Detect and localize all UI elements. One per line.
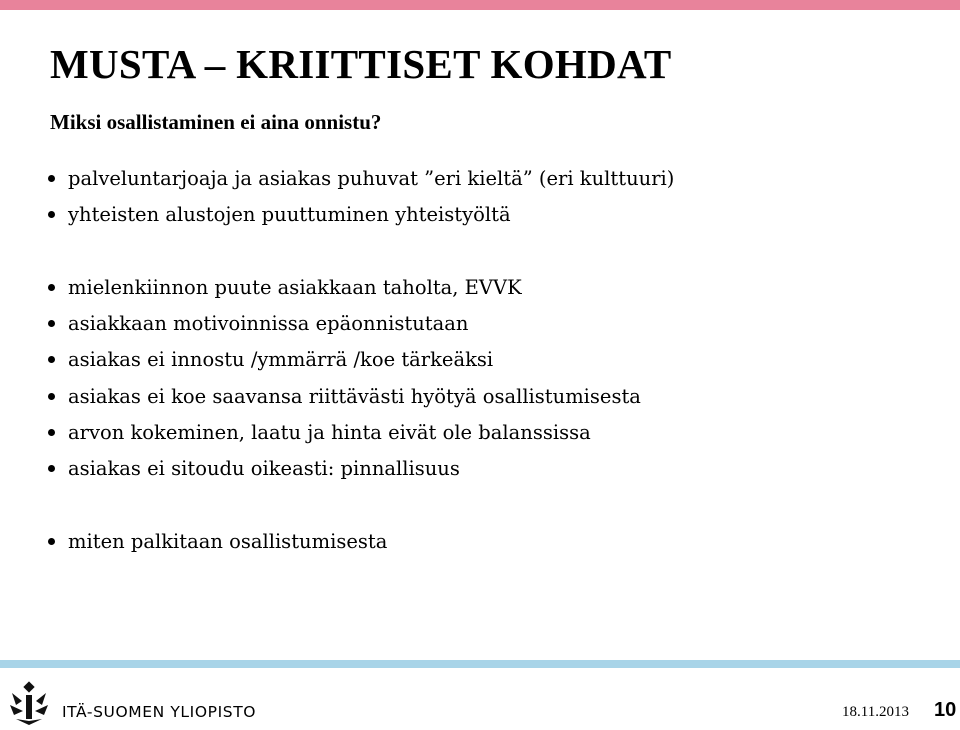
bullet-dot-icon — [48, 284, 55, 291]
bullet-dot-icon — [48, 320, 55, 327]
page-number: 10 — [934, 699, 957, 721]
footer-accent-bar — [0, 660, 960, 668]
bullet-item — [48, 167, 674, 190]
university-logo-icon — [8, 681, 50, 727]
bullet-text: asiakas ei koe saavansa riittävästi hyötyä osallistumisesta — [68, 385, 641, 408]
bullet-dot-icon — [48, 393, 55, 400]
bullet-dot-icon — [48, 175, 55, 182]
bullet-item — [48, 457, 460, 480]
bullet-item — [48, 385, 641, 408]
bullet-dot-icon — [48, 356, 55, 363]
bullet-dot-icon — [48, 429, 55, 436]
bullet-dot-icon — [48, 211, 55, 218]
bullet-item — [48, 348, 493, 371]
bullet-item — [48, 530, 387, 553]
bullet-item — [48, 203, 511, 226]
bullet-text: asiakkaan motivoinnissa epäonnistutaan — [68, 312, 469, 335]
top-accent-bar — [0, 0, 960, 10]
bullet-dot-icon — [48, 465, 55, 472]
bullet-text: mielenkiinnon puute asiakkaan taholta, EVVK — [68, 276, 522, 299]
bullet-dot-icon — [48, 538, 55, 545]
bullet-item — [48, 421, 591, 444]
slide-title: MUSTA – KRIITTISET KOHDAT — [50, 41, 672, 87]
bullet-text: yhteisten alustojen puuttuminen yhteistyöltä — [68, 203, 511, 226]
bullet-text: arvon kokeminen, laatu ja hinta eivät ole balanssissa — [68, 421, 591, 444]
bullet-item — [48, 276, 522, 299]
bullet-text: palveluntarjoaja ja asiakas puhuvat ”eri kieltä” (eri kulttuuri) — [68, 167, 675, 190]
university-name: ITÄ-SUOMEN YLIOPISTO — [62, 703, 257, 721]
bullet-item — [48, 312, 468, 335]
bullet-text: asiakas ei innostu /ymmärrä /koe tärkeäksi — [68, 348, 494, 371]
bullet-text: miten palkitaan osallistumisesta — [68, 530, 388, 553]
slide-date: 18.11.2013 — [842, 704, 909, 720]
bullet-text: asiakas ei sitoudu oikeasti: pinnallisuus — [68, 457, 460, 480]
slide-subtitle: Miksi osallistaminen ei aina onnistu? — [50, 110, 382, 134]
